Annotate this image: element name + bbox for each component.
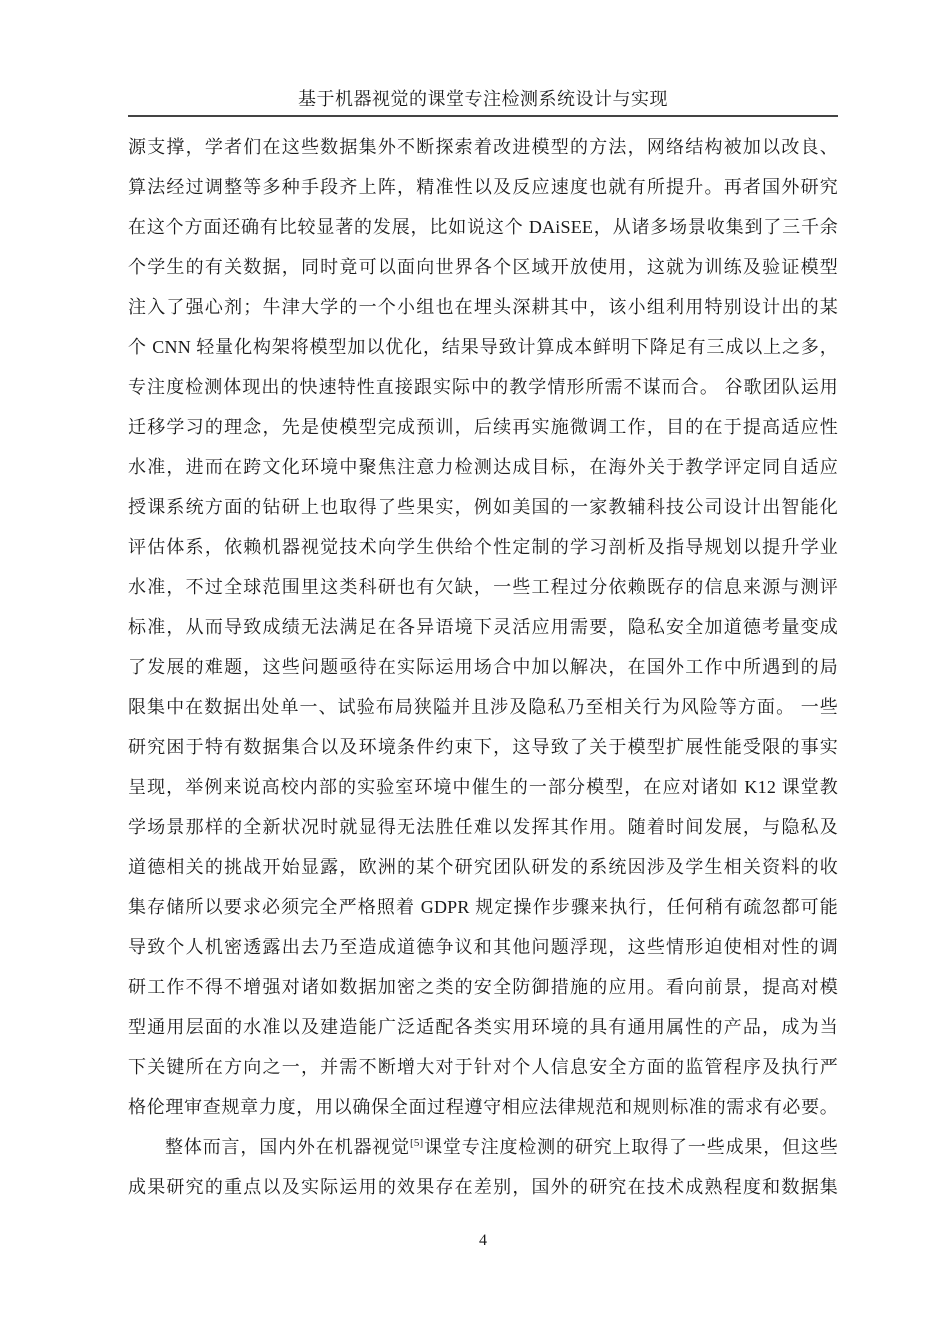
text-line: 了发展的难题，这些问题亟待在实际运用场合中加以解决，在国外工作中所遇到的局 xyxy=(128,657,838,677)
text-line: 呈现，举例来说高校内部的实验室环境中催生的一部分模型，在应对诸如 K12 课堂教 xyxy=(128,777,838,797)
text-line: 个学生的有关数据，同时竟可以面向世界各个区域开放使用，这就为训练及验证模型 xyxy=(128,257,838,277)
text-line: 集存储所以要求必须完全严格照着 GDPR 规定操作步骤来执行，任何稍有疏忽都可能 xyxy=(128,897,838,917)
text-line: 授课系统方面的钻研上也取得了些果实，例如美国的一家教辅科技公司设计出智能化 xyxy=(128,497,838,517)
text-line: 整体而言，国内外在机器视觉[5]课堂专注度检测的研究上取得了一些成果，但这些 xyxy=(165,1137,838,1157)
text-line: 标准，从而导致成绩无法满足在各异语境下灵活应用需要，隐私安全加道德考量变成 xyxy=(128,617,838,637)
running-header xyxy=(128,86,838,117)
text-line: 评估体系，依赖机器视觉技术向学生供给个性定制的学习剖析及指导规划以提升学业 xyxy=(128,537,838,557)
text-line: 研究困于特有数据集合以及环境条件约束下，这导致了关于模型扩展性能受限的事实 xyxy=(128,737,838,757)
header-title: 基于机器视觉的课堂专注检测系统设计与实现 xyxy=(298,89,668,109)
text-line: 道德相关的挑战开始显露，欧洲的某个研究团队研发的系统因涉及学生相关资料的收 xyxy=(128,857,838,877)
citation-reference: [5] xyxy=(409,1137,424,1149)
text-line: 水准，进而在跨文化环境中聚焦注意力检测达成目标，在海外关于教学评定同自适应 xyxy=(128,457,838,477)
text-line: 专注度检测体现出的快速特性直接跟实际中的教学情形所需不谋而合。 谷歌团队运用 xyxy=(128,377,838,397)
text-line: 水准，不过全球范围里这类科研也有欠缺，一些工程过分依赖既存的信息来源与测评 xyxy=(128,577,838,597)
text-line: 注入了强心剂；牛津大学的一个小组也在埋头深耕其中，该小组利用特别设计出的某 xyxy=(128,297,838,317)
text-line: 源支撑，学者们在这些数据集外不断探索着改进模型的方法，网络结构被加以改良、 xyxy=(128,137,838,157)
text-line: 型通用层面的水准以及建造能广泛适配各类实用环境的具有通用属性的产品，成为当 xyxy=(128,1017,838,1037)
text-line: 限集中在数据出处单一、试验布局狭隘并且涉及隐私乃至相关行为风险等方面。 一些 xyxy=(128,697,838,717)
text-line: 格伦理审查规章力度，用以确保全面过程遵守相应法律规范和规则标准的需求有必要。 xyxy=(128,1097,838,1117)
text-line: 在这个方面还确有比较显著的发展，比如说这个 DAiSEE，从诸多场景收集到了三千余 xyxy=(128,217,838,237)
text-line: 成果研究的重点以及实际运用的效果存在差别，国外的研究在技术成熟程度和数据集 xyxy=(128,1177,838,1197)
text-line: 下关键所在方向之一，并需不断增大对于针对个人信息安全方面的监管程序及执行严 xyxy=(128,1057,838,1077)
text-line: 学场景那样的全新状况时就显得无法胜任难以发挥其作用。随着时间发展，与隐私及 xyxy=(128,817,838,837)
text-line: 个 CNN 轻量化构架将模型加以优化，结果导致计算成本鲜明下降足有三成以上之多， xyxy=(128,337,838,357)
text-line: 迁移学习的理念，先是使模型完成预训，后续再实施微调工作，目的在于提高适应性 xyxy=(128,417,838,437)
text-line: 算法经过调整等多种手段齐上阵，精准性以及反应速度也就有所提升。再者国外研究 xyxy=(128,177,838,197)
page-number: 4 xyxy=(479,1232,487,1249)
text-line: 研工作不得不增强对诸如数据加密之类的安全防御措施的应用。看向前景，提高对模 xyxy=(128,977,838,997)
body-text xyxy=(128,127,838,1207)
text-line: 导致个人机密透露出去乃至造成道德争议和其他问题浮现，这些情形迫使相对性的调 xyxy=(128,937,838,957)
